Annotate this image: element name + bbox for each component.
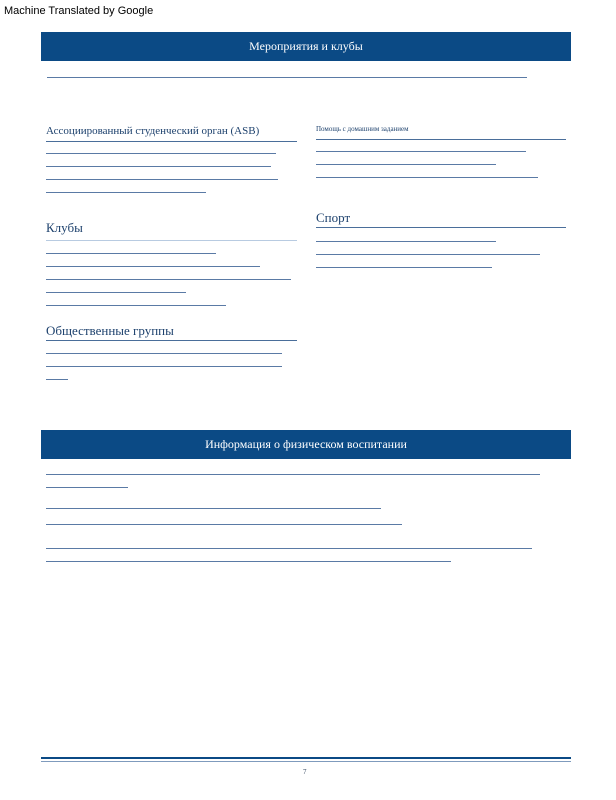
text-line: [316, 266, 566, 268]
text-line: [46, 152, 296, 154]
text-line: [46, 547, 566, 549]
community-groups-paragraph: [46, 352, 296, 391]
text-line: [46, 165, 296, 167]
text-line: [46, 560, 566, 562]
text-line: [46, 191, 296, 193]
pe-paragraph-1: [46, 473, 566, 499]
text-line: [46, 265, 301, 267]
asb-paragraph: [46, 152, 296, 204]
page-number: 7: [303, 768, 307, 776]
homework-help-rule: [316, 139, 566, 140]
machine-translated-note: Machine Translated by Google: [4, 5, 154, 17]
sports-paragraph: [316, 240, 566, 279]
text-line: [316, 163, 566, 165]
pe-paragraph-4: [46, 547, 566, 573]
intro-paragraph: [47, 76, 567, 89]
text-line: [46, 473, 566, 475]
pe-paragraph-2: [46, 507, 566, 520]
homework-help-heading: Помощь с домашним заданием: [316, 125, 409, 133]
sports-rule: [316, 227, 566, 228]
community-groups-rule: [46, 340, 297, 341]
asb-heading: Ассоциированный студенческий орган (ASB): [46, 125, 260, 137]
text-line: [316, 176, 566, 178]
text-line: [46, 352, 296, 354]
clubs-rule: [46, 240, 297, 241]
text-line: [46, 523, 566, 525]
pe-paragraph-3: [46, 523, 566, 536]
clubs-paragraph: [46, 252, 301, 317]
text-line: [46, 365, 296, 367]
text-line: [46, 252, 301, 254]
clubs-heading: Клубы: [46, 220, 83, 235]
text-line: [316, 240, 566, 242]
asb-rule: [46, 141, 297, 142]
text-line: [47, 76, 567, 78]
text-line: [46, 291, 301, 293]
events-clubs-title: Мероприятия и клубы: [249, 39, 363, 53]
pe-info-banner: [41, 430, 571, 459]
homework-help-paragraph: [316, 150, 566, 189]
text-line: [46, 378, 296, 380]
text-line: [46, 278, 301, 280]
footer-rule-thin: [41, 761, 571, 762]
text-line: [46, 486, 566, 488]
sports-heading: Спорт: [316, 210, 351, 225]
footer-rule-thick: [41, 757, 571, 759]
pe-info-title: Информация о физическом воспитании: [205, 437, 407, 451]
text-line: [316, 150, 566, 152]
community-groups-heading: Общественные группы: [46, 323, 174, 338]
text-line: [316, 253, 566, 255]
text-line: [46, 304, 301, 306]
text-line: [46, 507, 566, 509]
text-line: [46, 178, 296, 180]
events-clubs-banner: [41, 32, 571, 61]
